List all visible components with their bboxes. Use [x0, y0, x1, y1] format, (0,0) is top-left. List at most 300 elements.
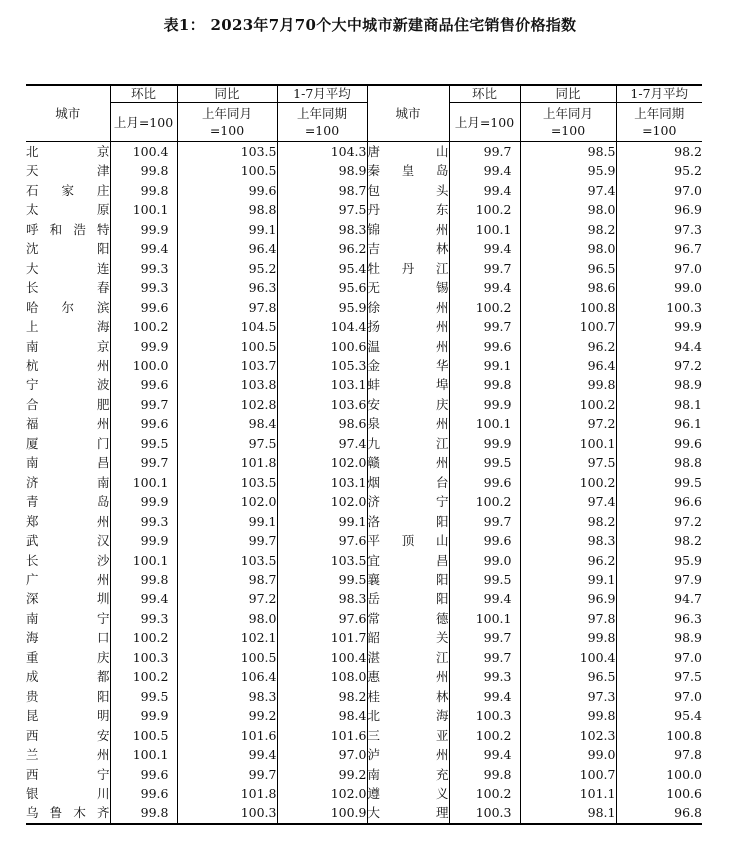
- city-cell: 宜昌: [367, 551, 449, 570]
- avg-sub-line1: 上年同期: [296, 106, 347, 121]
- yoy-cell: 98.0: [520, 200, 616, 219]
- avg-cell: 98.9: [616, 375, 702, 394]
- yoy-cell: 97.4: [520, 492, 616, 511]
- avg-cell: 97.0: [616, 687, 702, 706]
- avg-cell: 95.4: [616, 706, 702, 725]
- yoy-cell: 97.5: [520, 453, 616, 472]
- city-cell: 丹东: [367, 200, 449, 219]
- table-row: [26, 667, 702, 686]
- mom-cell: 99.3: [449, 667, 520, 686]
- city-cell: 襄阳: [367, 570, 449, 589]
- yoy-cell: 100.3: [177, 803, 277, 823]
- price-index-table: [26, 84, 702, 825]
- city-cell: 石家庄: [26, 182, 110, 198]
- avg-cell: 99.5: [616, 473, 702, 492]
- avg-cell: 100.3: [616, 298, 702, 317]
- yoy-cell: 96.5: [520, 259, 616, 278]
- table-row: [26, 356, 702, 375]
- yoy-cell: 101.1: [520, 784, 616, 803]
- yoy-cell: 99.6: [177, 181, 277, 200]
- yoy-cell: 96.2: [520, 551, 616, 570]
- avg-sub-line2: =100: [304, 123, 340, 138]
- city-cell: 泉州: [367, 414, 449, 433]
- avg-cell: 98.2: [616, 142, 702, 162]
- table-row: [26, 200, 702, 219]
- yoy-cell: 97.8: [520, 609, 616, 628]
- avg-cell: 99.5: [277, 570, 367, 589]
- mom-cell: 100.1: [110, 473, 177, 492]
- city-cell: 洛阳: [367, 512, 449, 531]
- table-row: [26, 589, 702, 608]
- yoy-cell: 100.5: [177, 337, 277, 356]
- city-cell: 银川: [26, 785, 110, 801]
- mom-cell: 99.0: [449, 551, 520, 570]
- mom-cell: 99.8: [110, 161, 177, 180]
- city-header-right: 城市: [367, 85, 449, 142]
- mom-cell: 99.6: [110, 298, 177, 317]
- mom-cell: 100.3: [449, 803, 520, 823]
- city-cell: 厦门: [26, 435, 110, 451]
- table-row: [26, 628, 702, 647]
- avg-cell: 104.3: [277, 142, 367, 162]
- city-cell: 烟台: [367, 473, 449, 492]
- avg-cell: 100.6: [277, 337, 367, 356]
- avg-cell: 96.7: [616, 239, 702, 258]
- yoy-cell: 100.2: [520, 473, 616, 492]
- avg-cell: 97.8: [616, 745, 702, 764]
- city-cell: 宁波: [26, 377, 110, 393]
- yoy-cell: 102.0: [177, 492, 277, 511]
- table-row: [26, 726, 702, 745]
- yoy-cell: 98.1: [520, 803, 616, 823]
- yoy-cell: 101.8: [177, 784, 277, 803]
- mom-sub-left: 上月=100: [110, 103, 177, 142]
- mom-cell: 100.1: [449, 609, 520, 628]
- city-cell: 泸州: [367, 745, 449, 764]
- city-cell: 安庆: [367, 395, 449, 414]
- yoy-cell: 99.1: [177, 220, 277, 239]
- mom-cell: 99.4: [449, 278, 520, 297]
- avg-cell: 97.2: [616, 512, 702, 531]
- yoy-cell: 97.2: [177, 589, 277, 608]
- table-row: [26, 278, 702, 297]
- city-cell: 三亚: [367, 726, 449, 745]
- mom-cell: 99.8: [110, 570, 177, 589]
- mom-cell: 99.6: [110, 784, 177, 803]
- yoy-cell: 98.2: [520, 512, 616, 531]
- city-cell: 蚌埠: [367, 375, 449, 394]
- avg-cell: 97.0: [616, 259, 702, 278]
- yoy-cell: 100.7: [520, 765, 616, 784]
- yoy-cell: 100.7: [520, 317, 616, 336]
- table-row: [26, 337, 702, 356]
- mom-cell: 99.8: [110, 803, 177, 823]
- yoy-cell: 102.8: [177, 395, 277, 414]
- avg-cell: 99.9: [616, 317, 702, 336]
- table-row: [26, 142, 702, 162]
- table-row: [26, 687, 702, 706]
- yoy-cell: 96.9: [520, 589, 616, 608]
- avg-header-right: 1-7月平均: [616, 85, 702, 103]
- city-cell: 唐山: [367, 142, 449, 162]
- avg-cell: 97.5: [616, 667, 702, 686]
- avg-cell: 102.0: [277, 453, 367, 472]
- table-row: [26, 648, 702, 667]
- yoy-cell: 98.8: [177, 200, 277, 219]
- mom-cell: 99.7: [449, 512, 520, 531]
- mom-cell: 99.8: [449, 375, 520, 394]
- city-cell: 南宁: [26, 610, 110, 626]
- avg-cell: 95.6: [277, 278, 367, 297]
- mom-cell: 100.1: [110, 200, 177, 219]
- avg-cell: 102.0: [277, 784, 367, 803]
- city-cell: 合肥: [26, 396, 110, 412]
- table-row: [26, 745, 702, 764]
- yoy-sub-line2: =100: [550, 123, 586, 138]
- avg-cell: 98.3: [277, 220, 367, 239]
- city-cell: 岳阳: [367, 589, 449, 608]
- avg-cell: 98.7: [277, 181, 367, 200]
- mom-cell: 100.1: [449, 414, 520, 433]
- city-cell: 杭州: [26, 357, 110, 373]
- yoy-cell: 98.0: [177, 609, 277, 628]
- avg-cell: 100.0: [616, 765, 702, 784]
- mom-cell: 99.5: [110, 434, 177, 453]
- mom-cell: 100.2: [449, 298, 520, 317]
- yoy-cell: 104.5: [177, 317, 277, 336]
- yoy-sub-left: [177, 103, 277, 142]
- city-cell: 遵义: [367, 784, 449, 803]
- city-cell: 福州: [26, 416, 110, 432]
- yoy-cell: 103.5: [177, 551, 277, 570]
- mom-cell: 100.2: [449, 784, 520, 803]
- mom-cell: 100.2: [110, 317, 177, 336]
- avg-cell: 98.9: [616, 628, 702, 647]
- avg-cell: 103.1: [277, 473, 367, 492]
- table-body: [26, 142, 702, 824]
- avg-cell: 103.5: [277, 551, 367, 570]
- avg-cell: 99.6: [616, 434, 702, 453]
- yoy-cell: 102.3: [520, 726, 616, 745]
- avg-cell: 95.9: [616, 551, 702, 570]
- avg-cell: 97.3: [616, 220, 702, 239]
- avg-cell: 101.7: [277, 628, 367, 647]
- city-cell: 南昌: [26, 455, 110, 471]
- yoy-cell: 98.4: [177, 414, 277, 433]
- mom-cell: 99.4: [449, 239, 520, 258]
- city-cell: 无锡: [367, 278, 449, 297]
- table-row: [26, 803, 702, 823]
- mom-cell: 99.5: [449, 570, 520, 589]
- yoy-cell: 100.4: [520, 648, 616, 667]
- city-cell: 韶关: [367, 628, 449, 647]
- mom-cell: 99.6: [449, 531, 520, 550]
- avg-cell: 94.7: [616, 589, 702, 608]
- city-cell: 常德: [367, 609, 449, 628]
- header-row-sub: [26, 103, 702, 142]
- city-cell: 重庆: [26, 649, 110, 665]
- city-cell: 长春: [26, 280, 110, 296]
- mom-cell: 99.9: [449, 434, 520, 453]
- avg-cell: 98.4: [277, 706, 367, 725]
- avg-cell: 103.6: [277, 395, 367, 414]
- yoy-sub-line1: 上年同月: [201, 106, 252, 121]
- avg-cell: 96.2: [277, 239, 367, 258]
- avg-cell: 96.8: [616, 803, 702, 823]
- mom-cell: 99.4: [449, 589, 520, 608]
- mom-header-left: 环比: [110, 85, 177, 103]
- yoy-cell: 103.5: [177, 142, 277, 162]
- yoy-cell: 99.1: [520, 570, 616, 589]
- mom-cell: 99.4: [449, 745, 520, 764]
- table-row: [26, 784, 702, 803]
- yoy-header-left: 同比: [177, 85, 277, 103]
- avg-cell: 97.4: [277, 434, 367, 453]
- avg-cell: 98.9: [277, 161, 367, 180]
- mom-cell: 99.3: [110, 609, 177, 628]
- header-row-top: [26, 85, 702, 103]
- avg-cell: 98.8: [616, 453, 702, 472]
- avg-cell: 97.6: [277, 531, 367, 550]
- mom-cell: 99.3: [110, 259, 177, 278]
- city-cell: 西宁: [26, 766, 110, 782]
- mom-cell: 99.9: [110, 531, 177, 550]
- avg-cell: 96.6: [616, 492, 702, 511]
- yoy-sub-right: [520, 103, 616, 142]
- avg-cell: 103.1: [277, 375, 367, 394]
- avg-cell: 99.1: [277, 512, 367, 531]
- yoy-cell: 97.4: [520, 181, 616, 200]
- table-row: [26, 375, 702, 394]
- city-cell: 秦皇岛: [367, 161, 449, 180]
- mom-cell: 100.3: [110, 648, 177, 667]
- city-cell: 深圳: [26, 591, 110, 607]
- avg-cell: 97.6: [277, 609, 367, 628]
- city-cell: 天津: [26, 163, 110, 179]
- mom-cell: 99.8: [449, 765, 520, 784]
- city-cell: 济南: [26, 474, 110, 490]
- table-row: [26, 551, 702, 570]
- yoy-cell: 103.8: [177, 375, 277, 394]
- mom-cell: 100.5: [110, 726, 177, 745]
- mom-header-right: 环比: [449, 85, 520, 103]
- city-cell: 南充: [367, 765, 449, 784]
- mom-cell: 99.5: [110, 687, 177, 706]
- city-cell: 赣州: [367, 453, 449, 472]
- avg-cell: 101.6: [277, 726, 367, 745]
- mom-cell: 99.6: [449, 473, 520, 492]
- avg-cell: 100.9: [277, 803, 367, 823]
- yoy-cell: 99.8: [520, 706, 616, 725]
- avg-cell: 97.9: [616, 570, 702, 589]
- yoy-cell: 100.5: [177, 648, 277, 667]
- mom-cell: 99.7: [449, 317, 520, 336]
- table-row: [26, 453, 702, 472]
- mom-cell: 99.4: [449, 181, 520, 200]
- city-cell: 金华: [367, 356, 449, 375]
- yoy-cell: 99.8: [520, 628, 616, 647]
- yoy-cell: 96.3: [177, 278, 277, 297]
- table-row: [26, 706, 702, 725]
- mom-cell: 99.4: [110, 239, 177, 258]
- yoy-sub-line2: =100: [209, 123, 245, 138]
- city-cell: 惠州: [367, 667, 449, 686]
- mom-cell: 100.1: [110, 745, 177, 764]
- yoy-cell: 98.3: [177, 687, 277, 706]
- yoy-cell: 99.2: [177, 706, 277, 725]
- mom-cell: 100.3: [449, 706, 520, 725]
- yoy-cell: 100.8: [520, 298, 616, 317]
- mom-cell: 100.2: [110, 667, 177, 686]
- city-cell: 桂林: [367, 687, 449, 706]
- avg-sub-right: [616, 103, 702, 142]
- avg-cell: 98.1: [616, 395, 702, 414]
- city-cell: 包头: [367, 181, 449, 200]
- avg-cell: 108.0: [277, 667, 367, 686]
- avg-cell: 98.2: [616, 531, 702, 550]
- city-cell: 吉林: [367, 239, 449, 258]
- table-row: [26, 317, 702, 336]
- table-row: [26, 765, 702, 784]
- city-cell: 长沙: [26, 552, 110, 568]
- city-cell: 锦州: [367, 220, 449, 239]
- yoy-cell: 96.5: [520, 667, 616, 686]
- yoy-cell: 98.3: [520, 531, 616, 550]
- city-cell: 北海: [367, 706, 449, 725]
- yoy-cell: 103.7: [177, 356, 277, 375]
- city-cell: 青岛: [26, 494, 110, 510]
- city-cell: 郑州: [26, 513, 110, 529]
- table-row: [26, 414, 702, 433]
- city-header-left: 城市: [26, 85, 110, 142]
- city-cell: 武汉: [26, 533, 110, 549]
- yoy-cell: 99.0: [520, 745, 616, 764]
- avg-header-left: 1-7月平均: [277, 85, 367, 103]
- table-row: [26, 473, 702, 492]
- city-cell: 牡丹江: [367, 259, 449, 278]
- avg-cell: 96.1: [616, 414, 702, 433]
- yoy-cell: 99.1: [177, 512, 277, 531]
- mom-cell: 100.1: [110, 551, 177, 570]
- city-cell: 成都: [26, 669, 110, 685]
- city-cell: 广州: [26, 571, 110, 587]
- city-cell: 平顶山: [367, 531, 449, 550]
- yoy-cell: 98.7: [177, 570, 277, 589]
- yoy-cell: 99.8: [520, 375, 616, 394]
- yoy-cell: 99.7: [177, 765, 277, 784]
- city-cell: 西安: [26, 727, 110, 743]
- avg-cell: 100.8: [616, 726, 702, 745]
- city-cell: 九江: [367, 434, 449, 453]
- avg-cell: 97.0: [616, 648, 702, 667]
- table-row: [26, 395, 702, 414]
- avg-cell: 95.2: [616, 161, 702, 180]
- yoy-cell: 100.5: [177, 161, 277, 180]
- avg-cell: 97.0: [277, 745, 367, 764]
- yoy-cell: 98.0: [520, 239, 616, 258]
- yoy-cell: 95.9: [520, 161, 616, 180]
- city-cell: 太原: [26, 202, 110, 218]
- yoy-header-right: 同比: [520, 85, 616, 103]
- yoy-cell: 98.6: [520, 278, 616, 297]
- yoy-cell: 99.7: [177, 531, 277, 550]
- table-row: [26, 512, 702, 531]
- avg-sub-line2: =100: [642, 123, 677, 138]
- mom-cell: 99.7: [110, 395, 177, 414]
- mom-sub-right: 上月=100: [449, 103, 520, 142]
- city-cell: 徐州: [367, 298, 449, 317]
- mom-cell: 99.3: [110, 512, 177, 531]
- avg-cell: 96.9: [616, 200, 702, 219]
- yoy-cell: 96.2: [520, 337, 616, 356]
- avg-cell: 97.2: [616, 356, 702, 375]
- avg-cell: 99.0: [616, 278, 702, 297]
- table-row: [26, 492, 702, 511]
- yoy-cell: 95.2: [177, 259, 277, 278]
- city-cell: 湛江: [367, 648, 449, 667]
- city-cell: 大理: [367, 803, 449, 823]
- yoy-cell: 96.4: [520, 356, 616, 375]
- mom-cell: 99.5: [449, 453, 520, 472]
- mom-cell: 99.7: [449, 628, 520, 647]
- mom-cell: 99.4: [449, 161, 520, 180]
- mom-cell: 100.0: [110, 356, 177, 375]
- yoy-cell: 101.6: [177, 726, 277, 745]
- city-cell: 乌鲁木齐: [26, 803, 110, 823]
- mom-cell: 99.8: [110, 181, 177, 200]
- avg-cell: 98.3: [277, 589, 367, 608]
- table-row: [26, 298, 702, 317]
- yoy-cell: 103.5: [177, 473, 277, 492]
- avg-cell: 99.2: [277, 765, 367, 784]
- mom-cell: 99.6: [110, 414, 177, 433]
- avg-cell: 100.4: [277, 648, 367, 667]
- mom-cell: 99.6: [110, 765, 177, 784]
- yoy-cell: 98.2: [520, 220, 616, 239]
- mom-cell: 99.9: [110, 337, 177, 356]
- mom-cell: 99.1: [449, 356, 520, 375]
- mom-cell: 100.2: [110, 628, 177, 647]
- mom-cell: 99.9: [110, 220, 177, 239]
- mom-cell: 100.2: [449, 492, 520, 511]
- table-row: [26, 531, 702, 550]
- mom-cell: 99.7: [449, 142, 520, 162]
- city-cell: 温州: [367, 337, 449, 356]
- mom-cell: 100.1: [449, 220, 520, 239]
- avg-cell: 102.0: [277, 492, 367, 511]
- city-cell: 上海: [26, 319, 110, 335]
- mom-cell: 99.7: [110, 453, 177, 472]
- yoy-cell: 97.8: [177, 298, 277, 317]
- mom-cell: 99.3: [110, 278, 177, 297]
- yoy-cell: 106.4: [177, 667, 277, 686]
- avg-cell: 100.6: [616, 784, 702, 803]
- city-cell: 哈尔滨: [26, 299, 110, 315]
- table-row: [26, 259, 702, 278]
- table-row: [26, 181, 702, 200]
- yoy-sub-line1: 上年同月: [542, 106, 593, 121]
- avg-cell: 97.0: [616, 181, 702, 200]
- avg-sub-left: [277, 103, 367, 142]
- mom-cell: 99.9: [110, 492, 177, 511]
- mom-cell: 99.7: [449, 648, 520, 667]
- yoy-cell: 101.8: [177, 453, 277, 472]
- table-title: 表1： 2023年7月70个大中城市新建商品住宅销售价格指数: [163, 16, 577, 34]
- table-row: [26, 609, 702, 628]
- mom-cell: 99.6: [449, 337, 520, 356]
- mom-cell: 99.9: [110, 706, 177, 725]
- yoy-cell: 102.1: [177, 628, 277, 647]
